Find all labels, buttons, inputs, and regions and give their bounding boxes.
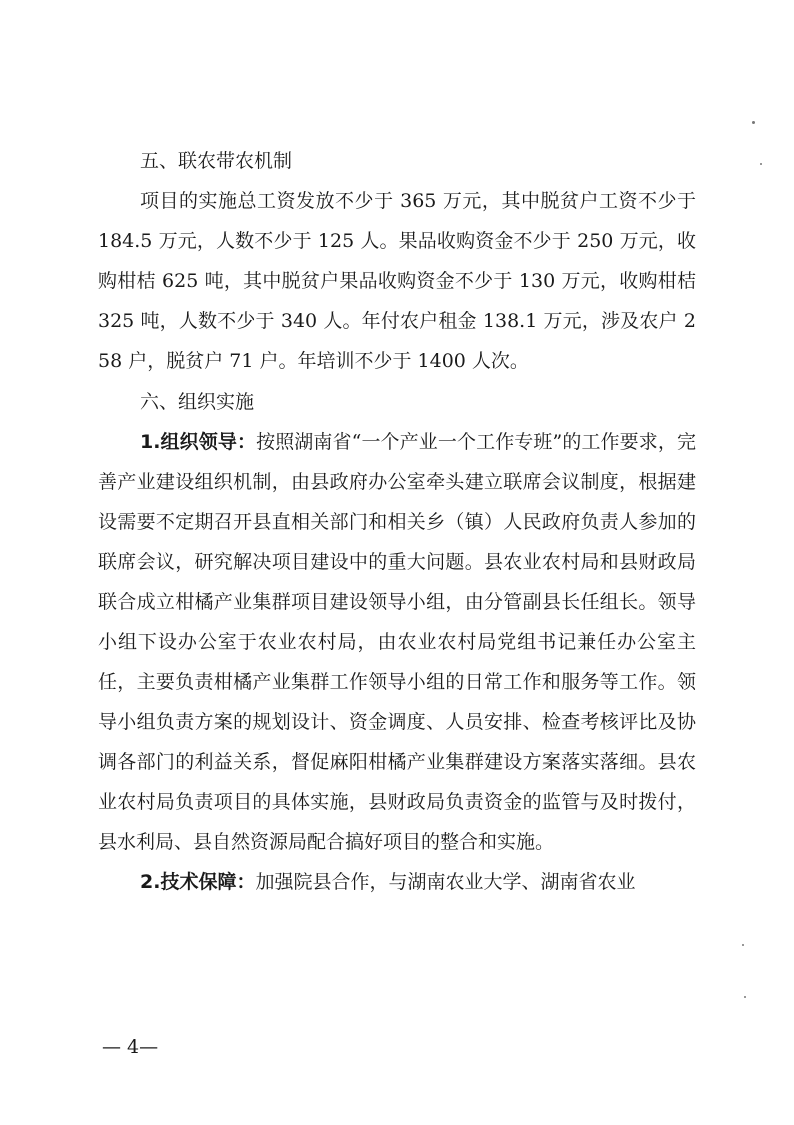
- scan-speck: [760, 163, 762, 165]
- section-5-body: 项目的实施总工资发放不少于 365 万元，其中脱贫户工资不少于 184.5 万元，人数不少于 125 人。果品收购资金不少于 250 万元，收购柑桔 625 吨，其中脱贫户果品收购资金不少于 130 万元，收购柑桔 325 吨，人数不少于 340 人。年付农户租金 138.1 万元，涉及农户 258 户，脱贫户 71 户。年培训不少于 1400 人次。: [98, 190, 696, 372]
- item-1-lead: 1.组织领导：: [140, 431, 257, 453]
- item-2-body: 加强院县合作，与湖南农业大学、湖南省农业: [255, 871, 636, 893]
- page-number: — 4—: [102, 1036, 159, 1058]
- scan-speck: [752, 121, 755, 124]
- section-6-heading: 六、组织实施: [140, 391, 255, 413]
- page-content: [98, 142, 696, 902]
- item-2-paragraph: [98, 862, 696, 902]
- scan-speck: [744, 996, 746, 998]
- item-1-paragraph: [98, 422, 696, 862]
- item-2-lead: 2.技术保障：: [140, 871, 256, 893]
- section-5-heading: 五、联农带农机制: [140, 150, 293, 172]
- item-1-body: 按照湖南省“一个产业一个工作专班”的工作要求，完善产业建设组织机制，由县政府办公室牵头建立联席会议制度，根据建设需要不定期召开县直相关部门和相关乡（镇）人民政府负责人参加的联席会议，研究解决项目建设中的重大问题。县农业农村局和县财政局联合成立柑橘产业集群项目建设领导小组，由分管副县长任组长。领导小组下设办公室于农业农村局，由农业农村局党组书记兼任办公室主任，主要负责柑橘产业集群工作领导小组的日常工作和服务等工作。领导小组负责方案的规划设计、资金调度、人员安排、检查考核评比及协调各部门的利益关系，督促麻阳柑橘产业集群建设方案落实落细。县农业农村局负责项目的具体实施，县财政局负责资金的监管与及时拨付，县水利局、县自然资源局配合搞好项目的整合和实施。: [98, 431, 696, 853]
- scan-speck: [742, 944, 744, 946]
